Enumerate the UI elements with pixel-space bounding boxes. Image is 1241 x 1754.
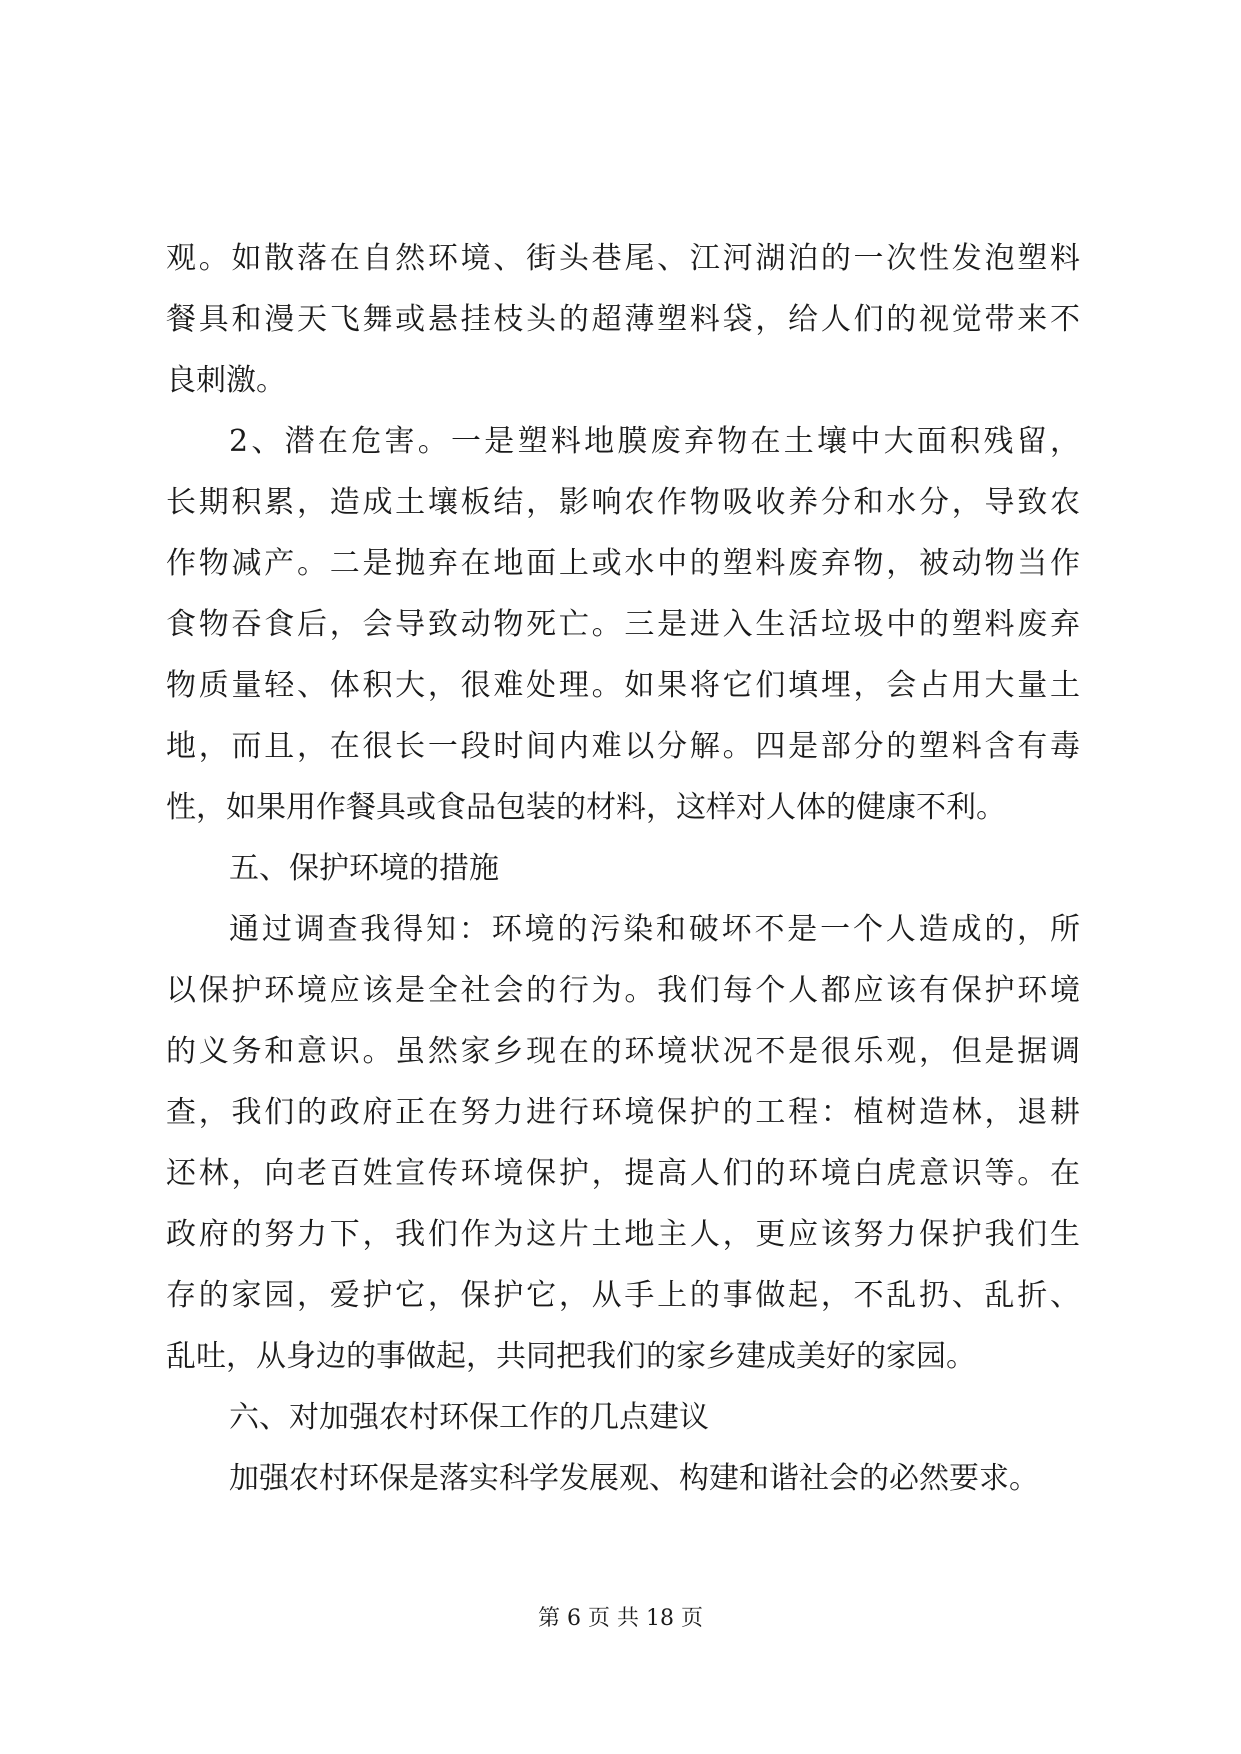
text-line: 的义务和意识。虽然家乡现在的环境状况不是很乐观，但是据调 [166, 1034, 1080, 1069]
text-line: 地，而且，在很长一段时间内难以分解。四是部分的塑料含有毒 [166, 729, 1080, 764]
paragraph [166, 899, 1080, 1387]
text-line: 以保护环境应该是全社会的行为。我们每个人都应该有保护环境 [166, 973, 1080, 1008]
paragraph [166, 228, 1080, 411]
text-line: 作物减产。二是抛弃在地面上或水中的塑料废弃物，被动物当作 [166, 546, 1080, 581]
page-number-footer: 第 6 页 共 18 页 [538, 1606, 703, 1631]
text-line: 查，我们的政府正在努力进行环境保护的工程：植树造林，退耕 [166, 1095, 1080, 1130]
document-body [166, 228, 1080, 1509]
text-line: 2、潜在危害。一是塑料地膜废弃物在土壤中大面积残留， [229, 424, 1080, 459]
text-line: 物质量轻、体积大，很难处理。如果将它们填埋，会占用大量土 [166, 668, 1080, 703]
text-line: 存的家园，爱护它，保护它，从手上的事做起，不乱扔、乱折、 [166, 1278, 1080, 1313]
text-line: 通过调查我得知：环境的污染和破坏不是一个人造成的，所 [229, 912, 1080, 947]
text-line: 六、对加强农村环保工作的几点建议 [229, 1400, 709, 1435]
text-line: 乱吐，从身边的事做起，共同把我们的家乡建成美好的家园。 [166, 1339, 976, 1374]
text-line: 观。如散落在自然环境、街头巷尾、江河湖泊的一次性发泡塑料 [166, 241, 1080, 276]
text-line: 性，如果用作餐具或食品包装的材料，这样对人体的健康不利。 [166, 790, 1006, 825]
paragraph [166, 838, 1080, 899]
paragraph [166, 1448, 1080, 1509]
text-line: 五、保护环境的措施 [229, 851, 499, 886]
paragraph [166, 1387, 1080, 1448]
paragraph [166, 411, 1080, 838]
text-line: 政府的努力下，我们作为这片土地主人，更应该努力保护我们生 [166, 1217, 1080, 1252]
text-line: 食物吞食后，会导致动物死亡。三是进入生活垃圾中的塑料废弃 [166, 607, 1080, 642]
text-line: 长期积累，造成土壤板结，影响农作物吸收养分和水分，导致农 [166, 485, 1080, 520]
text-line: 餐具和漫天飞舞或悬挂枝头的超薄塑料袋，给人们的视觉带来不 [166, 302, 1080, 337]
text-line: 还林，向老百姓宣传环境保护，提高人们的环境白虎意识等。在 [166, 1156, 1080, 1191]
text-line: 加强农村环保是落实科学发展观、构建和谐社会的必然要求。 [229, 1461, 1039, 1496]
text-line: 良刺激。 [166, 363, 286, 398]
